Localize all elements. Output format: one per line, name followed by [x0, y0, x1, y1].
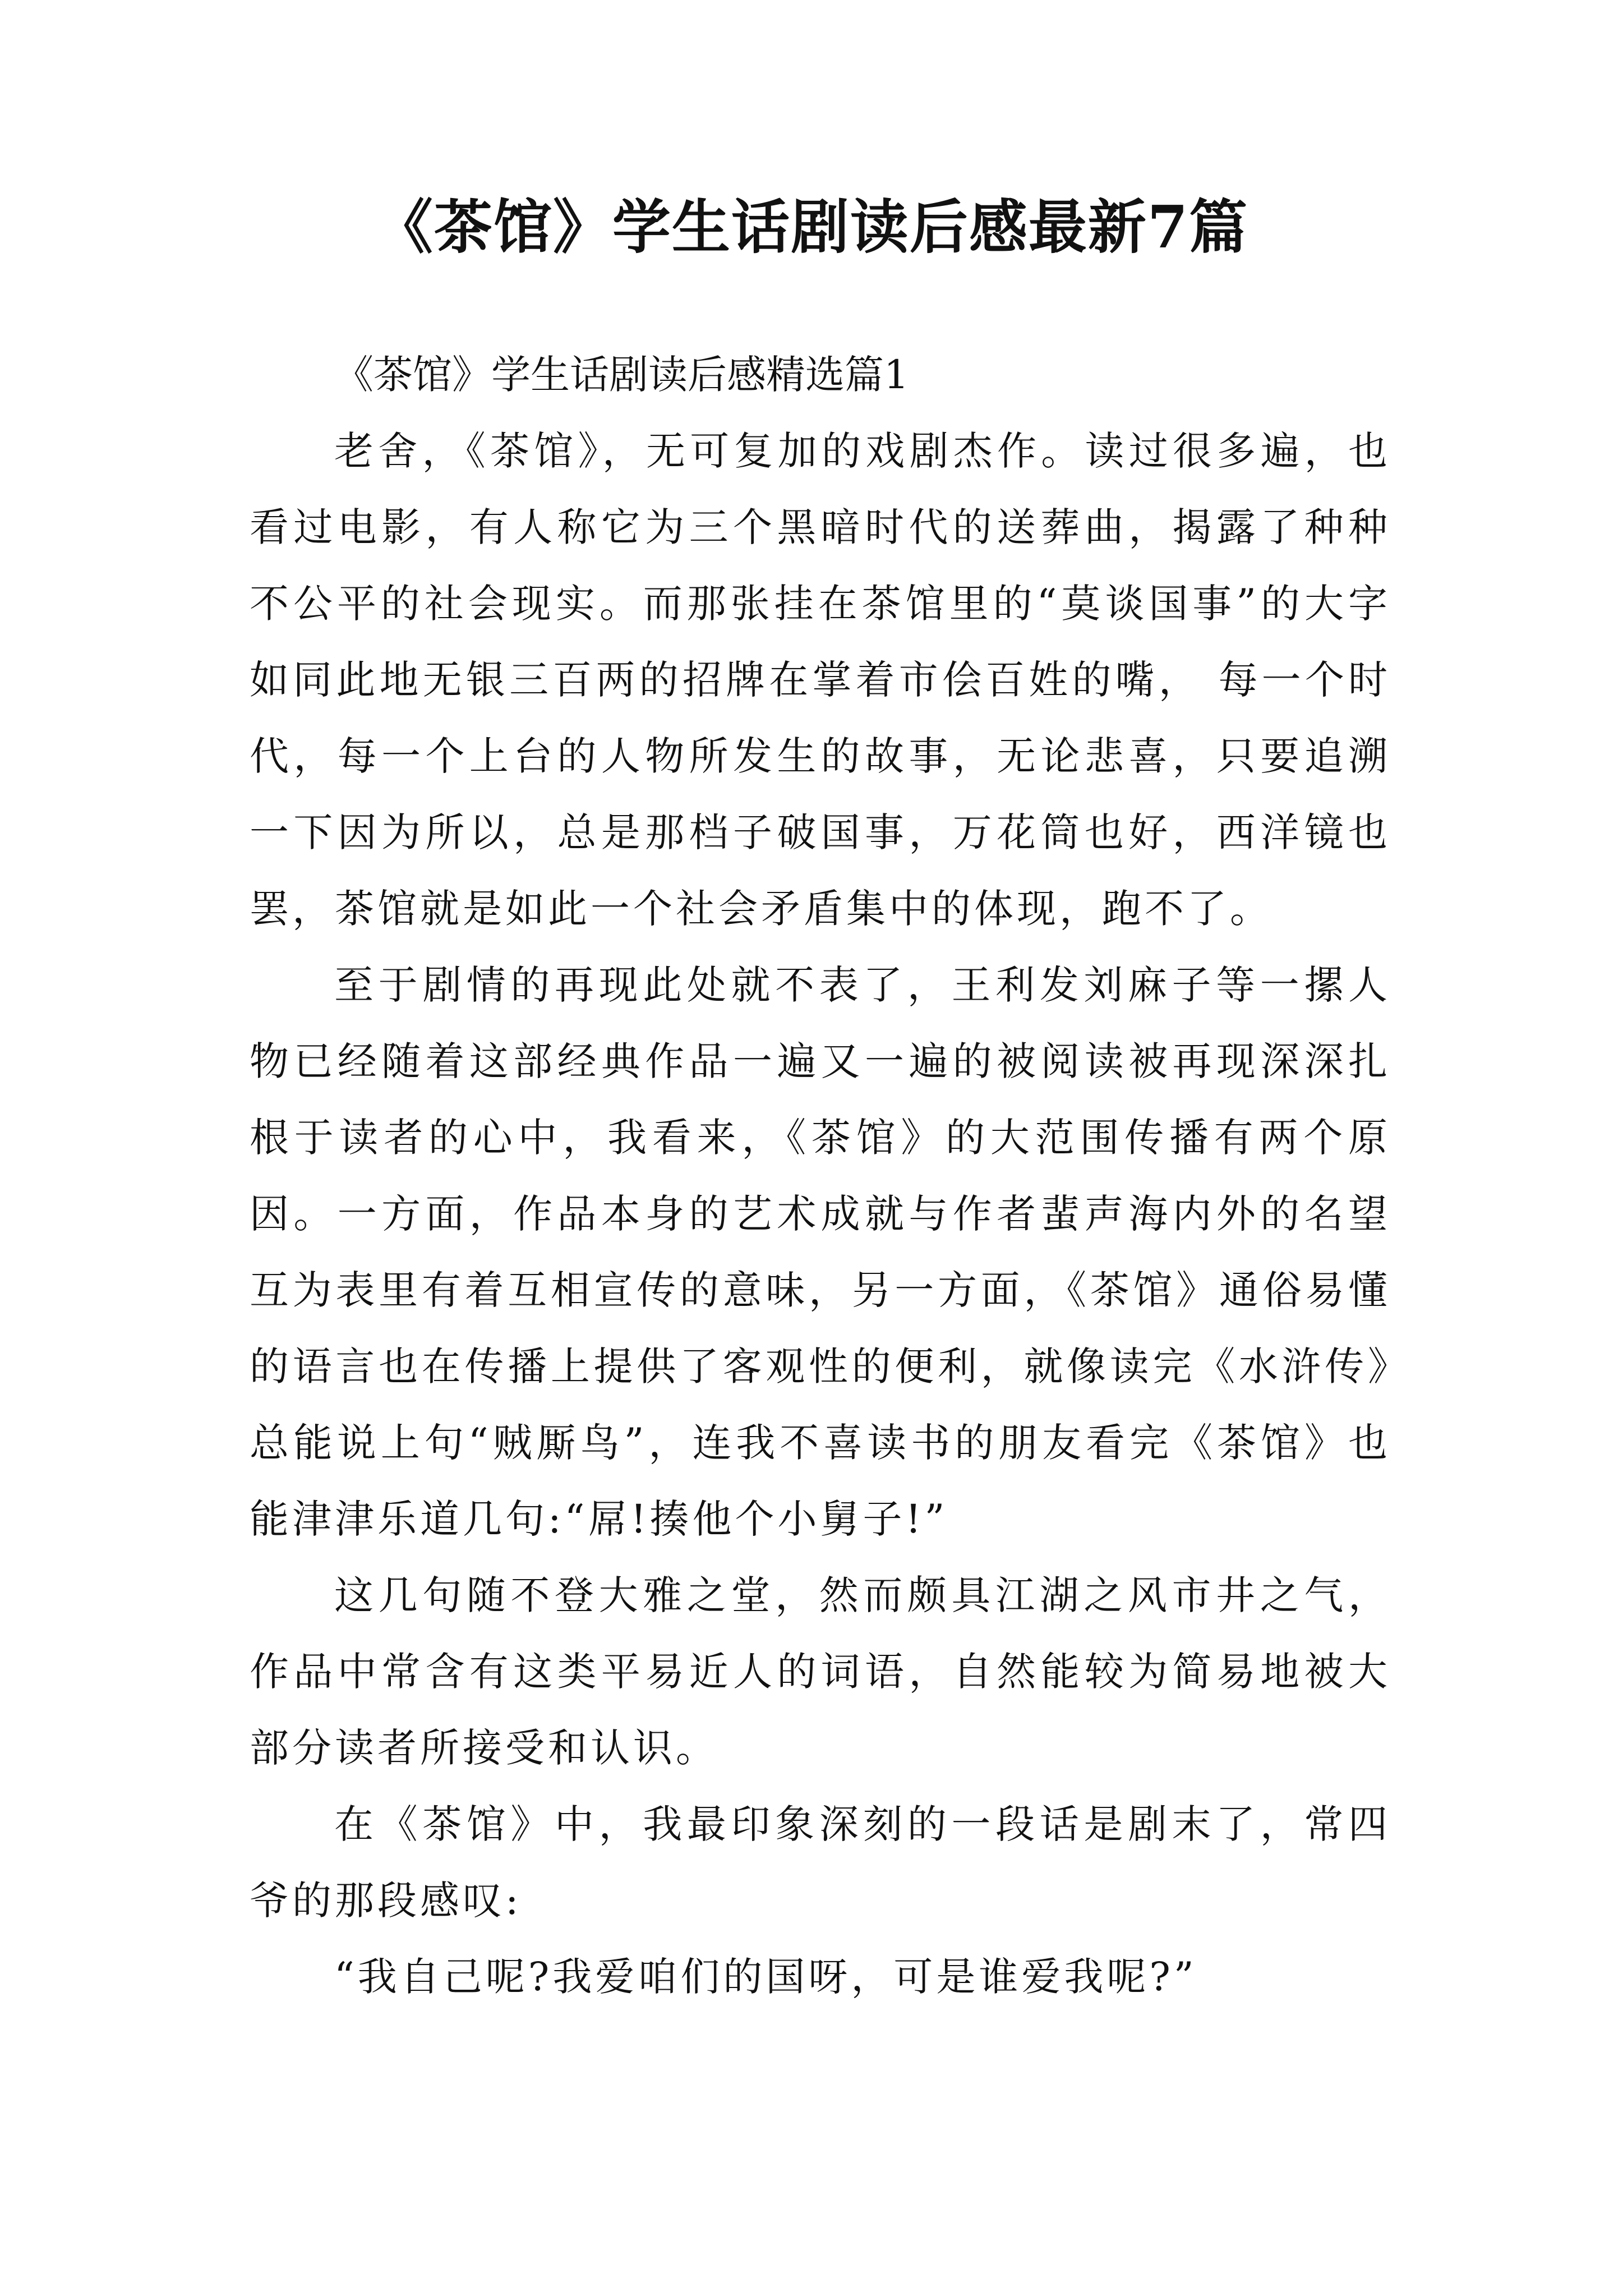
paragraph-3: 这几句随不登大雅之堂，然而颇具江湖之风市井之气，作品中常含有这类平易近人的词语，自然能较为简易地被大部分读者所接受和认识。: [250, 1572, 1391, 1771]
section-heading: 《茶馆》学生话剧读后感精选篇1: [334, 352, 909, 398]
paragraph-1: 老舍，《茶馆》，无可复加的戏剧杰作。读过很多遍，也看过电影，有人称它为三个黑暗时代的送葬曲，揭露了种种不公平的社会现实。而那张挂在茶馆里的“莫谈国事”的大字如同此地无银三百两的招牌在掌着市侩百姓的嘴， 每一个时代，每一个上台的人物所发生的故事，无论悲喜，只要追溯一下因为所以，总是那档子破国事，万花筒也好，西洋镜也罢，茶馆就是如此一个社会矛盾集中的体现，跑不了。: [250, 428, 1391, 932]
quote-line: “我自己呢?我爱咱们的国呀，可是谁爱我呢?”: [334, 1954, 1197, 2000]
paragraph-4: 在《茶馆》中，我最印象深刻的一段话是剧末了，常四爷的那段感叹:: [250, 1801, 1391, 1924]
document-title: 《茶馆》学生话剧读后感最新7篇: [374, 192, 1249, 261]
document-body: [250, 337, 1391, 2015]
paragraph-2: 至于剧情的再现此处就不表了，王利发刘麻子等一摞人物已经随着这部经典作品一遍又一遍的被阅读被再现深深扎根于读者的心中，我看来，《茶馆》的大范围传播有两个原因。一方面，作品本身的艺术成就与作者蜚声海内外的名望互为表里有着互相宣传的意味，另一方面，《茶馆》通俗易懂的语言也在传播上提供了客观性的便利，就像读完《水浒传》总能说上句“贼厮鸟”，连我不喜读书的朋友看完《茶馆》也能津津乐道几句:“屌!揍他个小舅子!”: [250, 962, 1391, 1542]
